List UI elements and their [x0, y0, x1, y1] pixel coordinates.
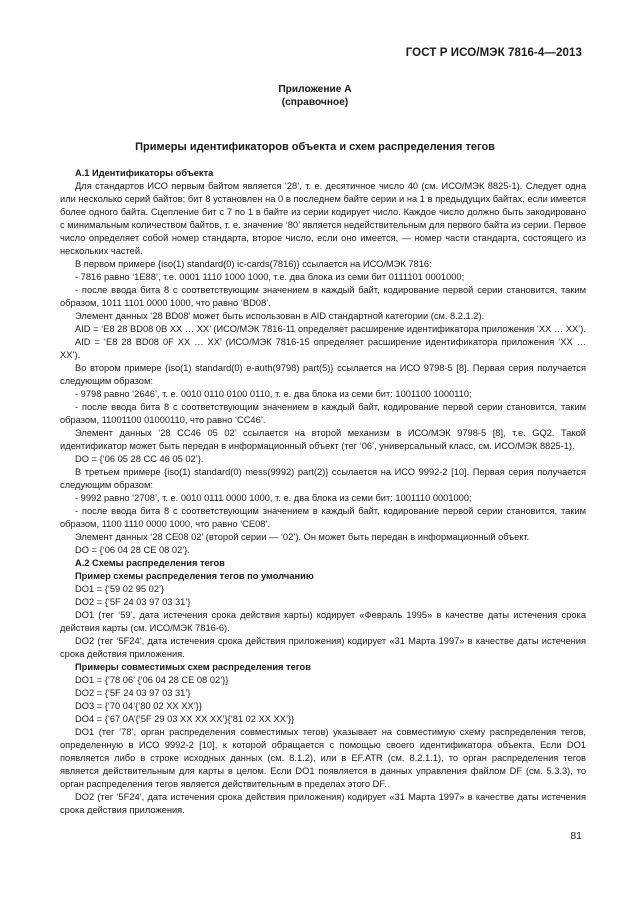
section-heading: Пример схемы распределения тегов по умолчанию [75, 571, 314, 581]
document-body [60, 167, 586, 817]
paragraph: Элемент данных ‘28 CE08 02’ (второй серии — ‘02’). Он может быть передан в информационный объект. [75, 532, 530, 542]
paragraph: DO1 (тег ‘59’, дата истечения срока действия карты) кодирует «Февраль 1995» в качестве даты истечения срока действия карты (см. ИСО/МЭК 7816-6). [60, 610, 586, 633]
paragraph: AID = ‘E8 28 BD08 0B XX … XX’ (ИСО/МЭК 7816-11 определяет расширение идентификатора приложения ‘XX … XX’). [75, 324, 586, 334]
standard-designation: ГОСТ Р ИСО/МЭК 7816-4—2013 [405, 47, 582, 59]
paragraph: - 9798 равно ‘2646’, т. е. 0010 0110 0100 0110, т. е. два блока из семи бит: 1001100 1000110; [75, 389, 472, 399]
paragraph: - 7816 равно ‘1E88’, т.е. 0001 1110 1000 1000, т.е. два блока из семи бит 0111101 0001000; [75, 272, 465, 282]
paragraph: DO2 = {‘5F 24 03 97 03 31’} [75, 688, 191, 698]
paragraph: DO2 (тег ‘5F24’, дата истечения срока действия приложения) кодирует «31 Марта 1997» в качестве даты истечения срока действия приложения. [60, 792, 586, 815]
paragraph: DO = {‘06 04 28 CE 08 02’}. [75, 545, 190, 555]
paragraph: - 9992 равно ‘2708’, т. е. 0010 0111 0000 1000, т. е. два блока из семи бит: 1001110 0001000; [75, 493, 472, 503]
paragraph: DO1 = {‘78 06’ {‘06 04 28 CE 08 02’}} [75, 675, 229, 685]
paragraph: DO3 = {‘70 04’{‘80 02 XX XX’}} [75, 701, 202, 711]
page-title: Примеры идентификаторов объекта и схем распределения тегов [135, 141, 495, 153]
page-number: 81 [570, 830, 582, 842]
paragraph: В первом примере {iso(1) standard(0) ic-cards(7816)} ссылается на ИСО/МЭК 7816: [75, 259, 432, 269]
paragraph: В третьем примере {iso(1) standard(0) mess(9992) part(2)} ссылается на ИСО 9992-2 [10]. Первая серия получается следующим образом: [60, 467, 586, 490]
paragraph: DO4 = {‘67 0A’{‘5F 29 03 XX XX XX’}{‘81 02 XX XX’}} [75, 714, 295, 724]
section-heading: Примеры совместимых схем распределения тегов [75, 662, 311, 672]
paragraph: - после ввода бита 8 с соответствующим значением в каждый байт, кодирование первой серии становится, таким образом, 1100 1110 0000 1000, что равно ‘CE08’. [60, 506, 586, 529]
paragraph: Элемент данных ‘28 BD08’ может быть использован в AID стандартной категории (см. 8.2.1.2). [75, 311, 485, 321]
paragraph: DO1 = {‘59 02 95 02’} [75, 584, 165, 594]
paragraph: - после ввода бита 8 с соответствующим значением в каждый байт, кодирование первой серии становится, таким образом, 1011 1101 0000 1000, что равно ‘BD08’. [60, 285, 586, 308]
annex-note: (справочное) [281, 97, 349, 108]
paragraph: DO = {‘06 05 28 CC 46 05 02’}. [75, 454, 204, 464]
paragraph: DO1 (тег ‘78’, орган распределения совместимых тегов) указывает на совместимую схему распределения тегов, определенную в ИСО 9992-2 [10], к которой обращается с помощью своего идентификатора объекта. Если DO1 появляется либо в строке исходных данных (см. 8.1.2), или в EF.ATR (см. 8.2.1.1), то орган распределения тегов является действительным для карты в целом. Если DO1 появляется в данных управления файлом DF (см. 5.3.3), то орган распределения тегов является действительным в пределах этого DF. [60, 727, 586, 789]
paragraph: DO2 (тег ‘5F24’, дата истечения срока действия приложения) кодирует «31 Марта 1997» в качестве даты истечения срока действия приложения. [60, 636, 586, 659]
paragraph: Для стандартов ИСО первым байтом является ‘28’, т. е. десятичное число 40 (см. ИСО/МЭК 8825-1). Следует одна или несколько серий байтов; бит 8 установлен на 0 в последнем байте серии и на 1 в предыдущих байтах, если имеется более одного байта. Сцепление бит с 7 по 1 в байте из серии кодирует число. Каждое число должно быть закодировано с минимальным количеством байтов, т. е. значение ‘80’ является недействительным для первого байта из серии. Первое число определяет собой номер стандарта, второе число, если оно имеется, — номер части стандарта, состоящего из нескольких частей. [60, 181, 586, 256]
annex-heading [0, 83, 630, 109]
annex-title: Приложение А [278, 84, 352, 95]
paragraph: DO2 = {‘5F 24 03 97 03 31’} [75, 597, 191, 607]
section-heading: А.2 Схемы распределения тегов [75, 558, 225, 568]
section-heading: А.1 Идентификаторы объекта [75, 168, 214, 178]
paragraph: Элемент данных ‘28 CC46 05 02’ ссылается на второй механизм в ИСО/МЭК 9798-5 [8], т.е. GQ2. Такой идентификатор может быть передан в информационный объект (тег ‘06’, универсальный класс, см. ИСО/МЭК 8825-1). [60, 428, 586, 451]
paragraph: AID = ‘E8 28 BD08 0F XX … XX’ (ИСО/МЭК 7816-15 определяет расширение идентификатора приложения ‘XX … XX’). [60, 337, 586, 360]
paragraph: Во втором примере {iso(1) standard(0) e-auth(9798) part(5)} ссылается на ИСО 9798-5 [8]. Первая серия получается следующим образом: [60, 363, 586, 386]
paragraph: - после ввода бита 8 с соответствующим значением в каждый байт, кодирование первой серии становится, таким образом, 11001100 01000110, что равно ‘CC46’. [60, 402, 586, 425]
